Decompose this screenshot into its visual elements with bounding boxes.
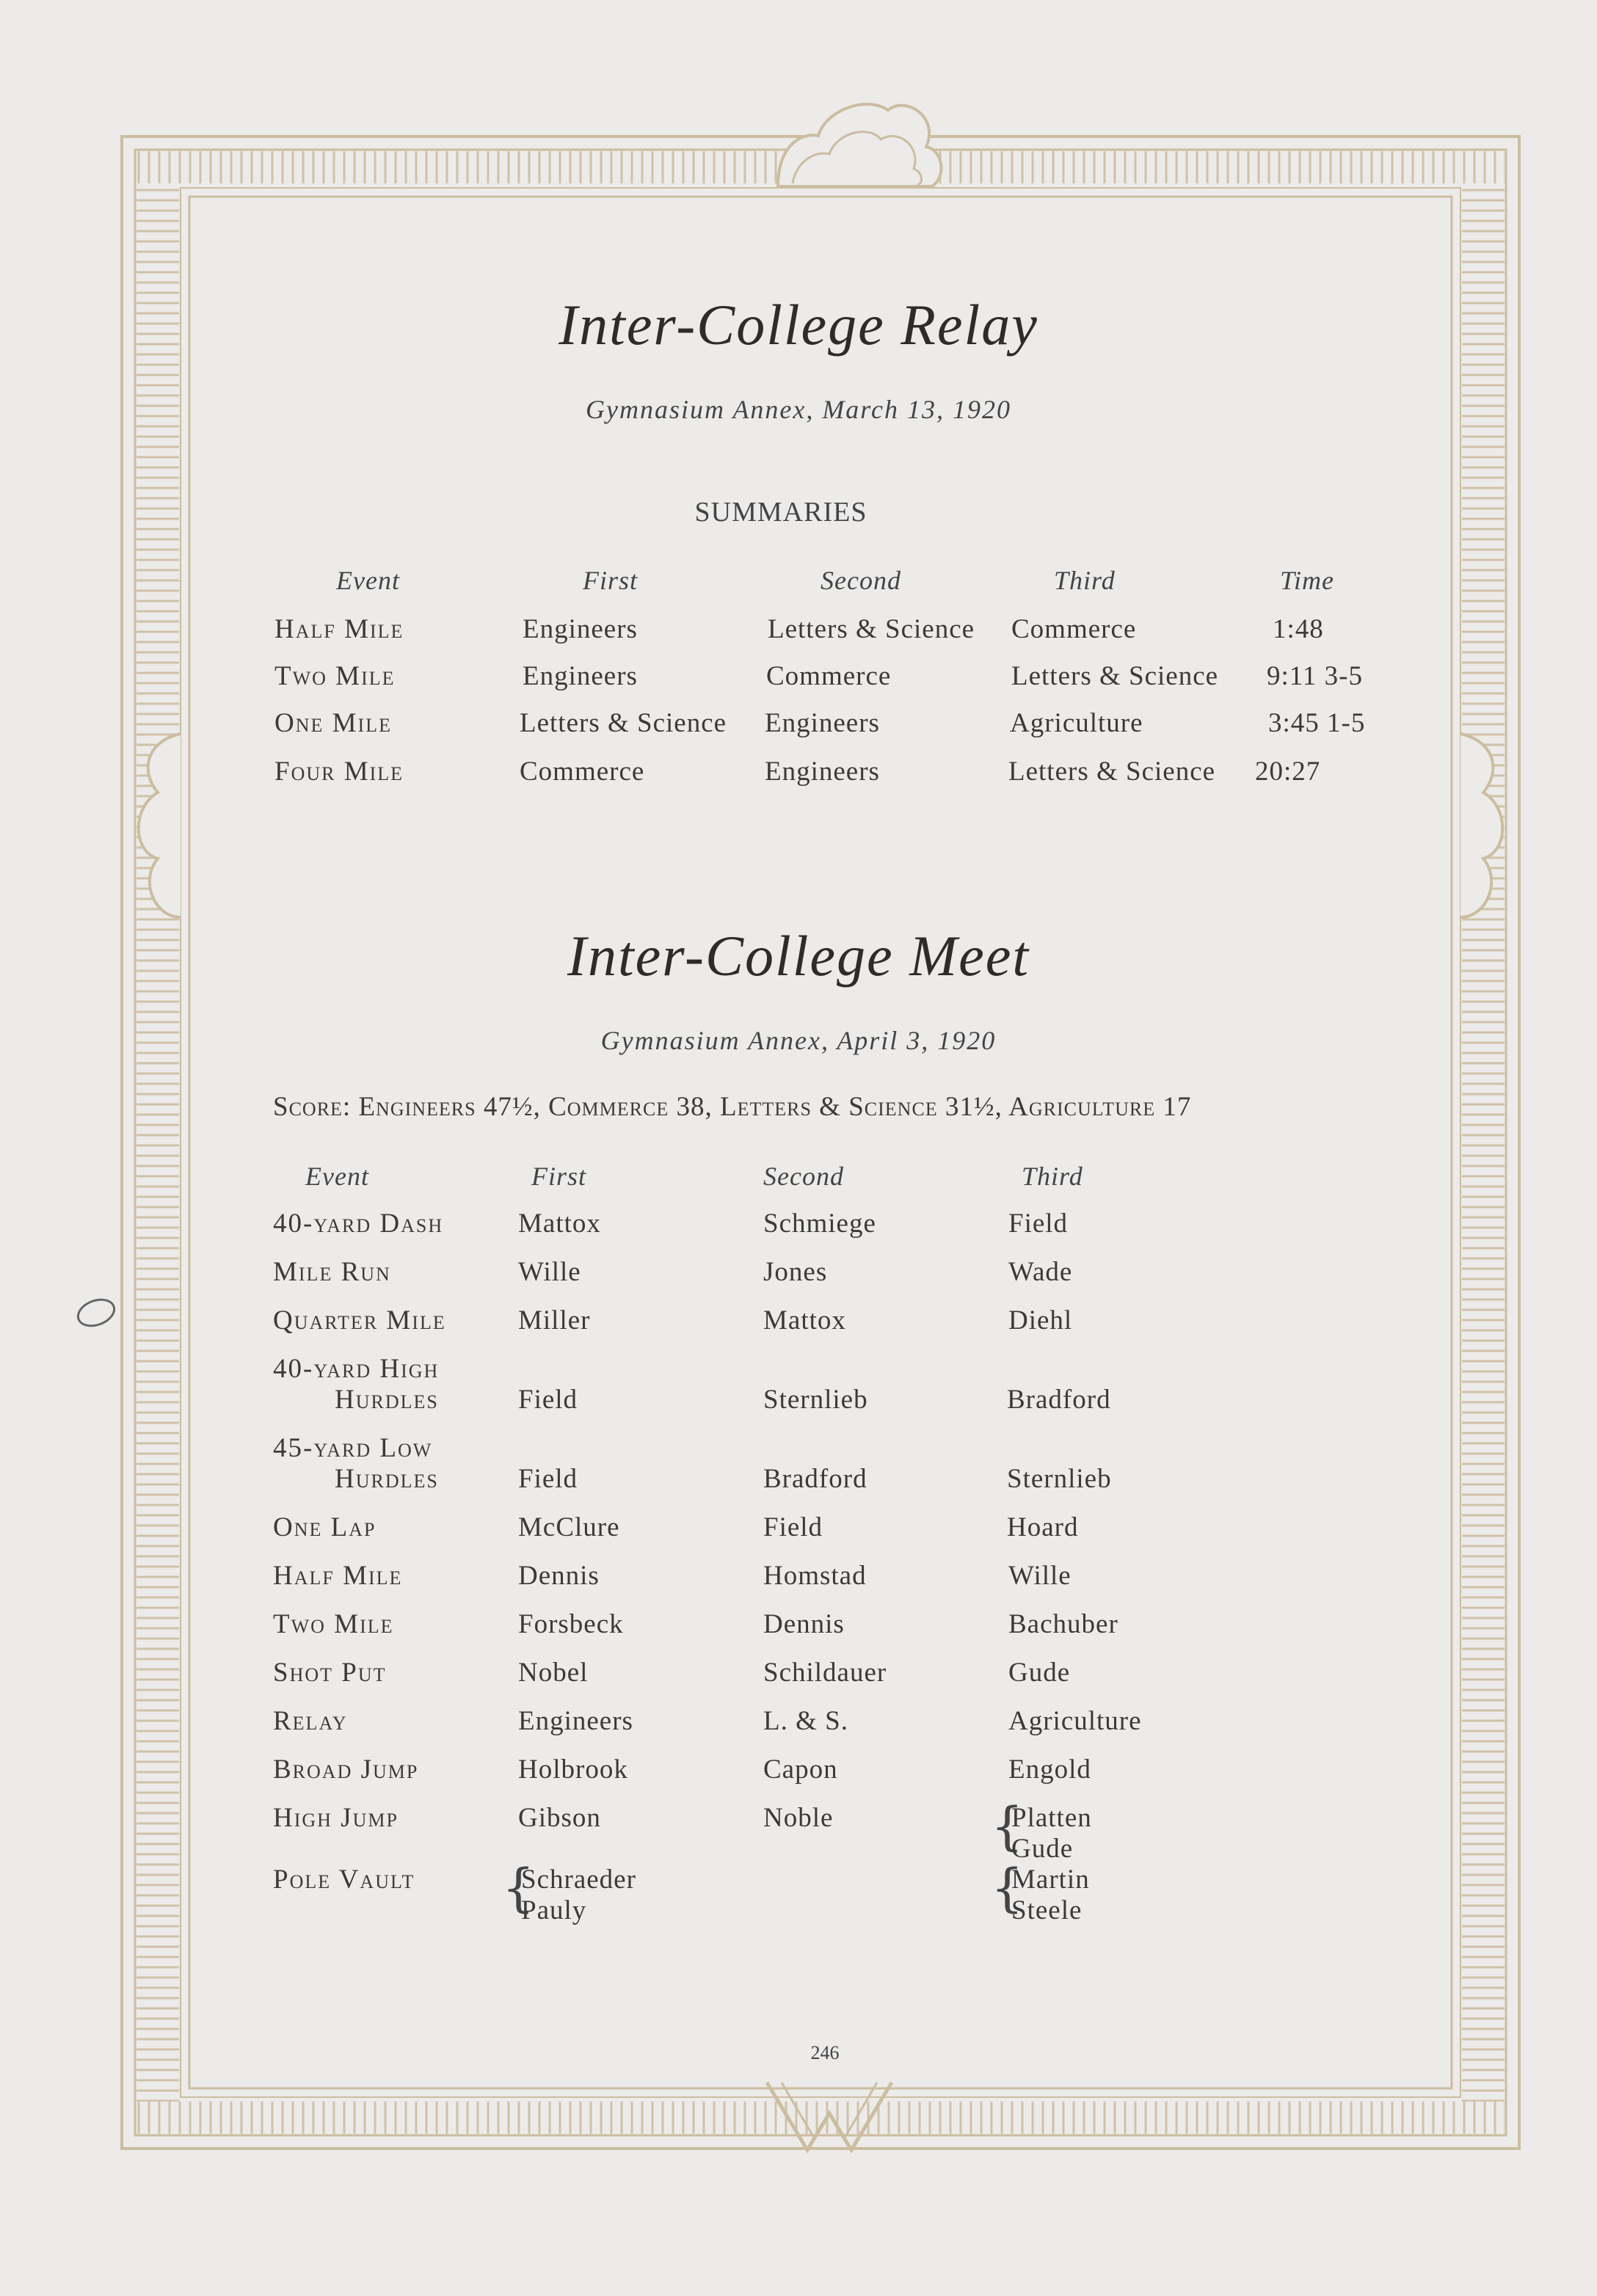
meet-row-event: Relay	[273, 1706, 348, 1736]
meet-row-third: Diehl	[1008, 1305, 1073, 1335]
relay-row-third: Commerce	[1011, 614, 1137, 644]
relay-row-second: Letters & Science	[768, 614, 975, 644]
meet-row-first: Field	[518, 1464, 578, 1494]
tie-brace: {	[991, 1796, 1024, 1856]
meet-row-event: Quarter Mile	[273, 1305, 446, 1335]
meet-row-event: High Jump	[273, 1803, 399, 1833]
page-number: 246	[810, 2042, 840, 2063]
meet-row-first: Miller	[518, 1305, 591, 1335]
meet-row-first: Engineers	[518, 1706, 633, 1736]
meet-row-event: Mile Run	[273, 1257, 391, 1287]
meet-row-event: 40-yard High	[273, 1354, 440, 1384]
relay-row-third: Letters & Science	[1008, 757, 1216, 787]
meet-row-second: Bradford	[763, 1464, 867, 1494]
meet-subtitle: Gymnasium Annex, April 3, 1920	[600, 1026, 997, 1055]
relay-header-time: Time	[1280, 566, 1335, 595]
meet-row-event: Two Mile	[273, 1609, 394, 1639]
meet-row-event: 45-yard Low	[273, 1433, 433, 1463]
meet-row-second: Homstad	[763, 1561, 867, 1591]
relay-row-time: 1:48	[1273, 614, 1324, 644]
meet-row-second: Mattox	[763, 1305, 846, 1335]
relay-row-first: Engineers	[523, 661, 638, 691]
relay-header-second: Second	[821, 566, 901, 595]
meet-row-third: Agriculture	[1008, 1706, 1142, 1736]
summaries-heading: SUMMARIES	[694, 497, 867, 528]
meet-row-first: Wille	[518, 1257, 581, 1287]
relay-row-event: Half Mile	[274, 614, 404, 644]
meet-row-first: Forsbeck	[518, 1609, 624, 1639]
relay-subtitle: Gymnasium Annex, March 13, 1920	[586, 395, 1011, 424]
meet-row-third-tie-b: Gude	[1011, 1834, 1074, 1864]
relay-row-third: Letters & Science	[1011, 661, 1219, 691]
meet-title: Inter-College Meet	[567, 924, 1030, 988]
relay-header-third: Third	[1054, 566, 1116, 595]
meet-row-first: Field	[518, 1385, 578, 1415]
meet-row-second: Capon	[763, 1754, 838, 1785]
meet-row-event: Shot Put	[273, 1658, 387, 1688]
meet-row-first: Dennis	[518, 1561, 600, 1591]
meet-row-second: Dennis	[763, 1609, 845, 1639]
meet-row-third-tie-a: Platten	[1011, 1803, 1092, 1833]
meet-row-second: Field	[763, 1512, 823, 1542]
meet-row-third-tie-a: Martin	[1011, 1865, 1090, 1895]
meet-row-third: Hoard	[1007, 1512, 1079, 1542]
meet-header-second: Second	[763, 1162, 844, 1191]
meet-row-third: Engold	[1008, 1754, 1091, 1785]
meet-row-second: L. & S.	[763, 1706, 848, 1736]
meet-row-third: Bachuber	[1008, 1609, 1118, 1639]
meet-row-second: Jones	[763, 1257, 828, 1287]
meet-row-third: Gude	[1008, 1658, 1071, 1688]
relay-row-first: Letters & Science	[520, 708, 727, 738]
meet-row-first-tie-b: Pauly	[521, 1895, 587, 1925]
meet-row-second: Sternlieb	[763, 1385, 868, 1415]
relay-row-second: Commerce	[766, 661, 892, 691]
meet-row-second: Noble	[763, 1803, 834, 1833]
meet-row-event: Broad Jump	[273, 1754, 419, 1785]
relay-row-second: Engineers	[765, 757, 880, 787]
meet-row-event: One Lap	[273, 1512, 376, 1542]
meet-row-first: Nobel	[518, 1658, 589, 1688]
relay-row-event: One Mile	[274, 708, 392, 738]
meet-row-first: Mattox	[518, 1209, 601, 1239]
meet-row-first: Gibson	[518, 1803, 601, 1833]
relay-row-time: 9:11 3-5	[1267, 661, 1363, 691]
tie-brace: {	[991, 1858, 1024, 1918]
meet-row-first-tie-a: Schraeder	[521, 1865, 636, 1895]
meet-row-event: 40-yard Dash	[273, 1209, 444, 1239]
meet-row-third: Field	[1008, 1209, 1069, 1239]
relay-row-time: 20:27	[1255, 757, 1321, 787]
relay-header-event: Event	[336, 566, 400, 595]
relay-row-second: Engineers	[765, 708, 880, 738]
relay-title: Inter-College Relay	[559, 293, 1038, 357]
meet-score: Score: Engineers 47½, Commerce 38, Letters & Science 31½, Agriculture 17	[273, 1092, 1192, 1122]
meet-row-event: Half Mile	[273, 1561, 403, 1591]
meet-row-event-line2: Hurdles	[335, 1464, 439, 1494]
meet-row-first: McClure	[518, 1512, 620, 1542]
relay-header-first: First	[583, 566, 639, 595]
meet-row-third: Sternlieb	[1007, 1464, 1112, 1494]
meet-row-third: Wille	[1008, 1561, 1072, 1591]
meet-header-third: Third	[1022, 1162, 1083, 1191]
meet-header-first: First	[531, 1162, 587, 1191]
meet-row-second: Schildauer	[763, 1658, 887, 1688]
relay-row-event: Two Mile	[274, 661, 396, 691]
meet-row-third-tie-b: Steele	[1011, 1895, 1083, 1925]
meet-row-second: Schmiege	[763, 1209, 876, 1239]
meet-row-event-line2: Hurdles	[335, 1385, 439, 1415]
relay-row-third: Agriculture	[1010, 708, 1143, 738]
meet-row-first: Holbrook	[518, 1754, 628, 1785]
meet-row-third: Bradford	[1007, 1385, 1111, 1415]
relay-row-time: 3:45 1-5	[1268, 708, 1366, 738]
relay-row-event: Four Mile	[274, 757, 404, 787]
tie-brace: {	[502, 1858, 535, 1918]
meet-row-event: Pole Vault	[273, 1865, 415, 1895]
relay-row-first: Engineers	[523, 614, 638, 644]
relay-row-first: Commerce	[520, 757, 645, 787]
meet-row-third: Wade	[1008, 1257, 1073, 1287]
meet-header-event: Event	[305, 1162, 369, 1191]
